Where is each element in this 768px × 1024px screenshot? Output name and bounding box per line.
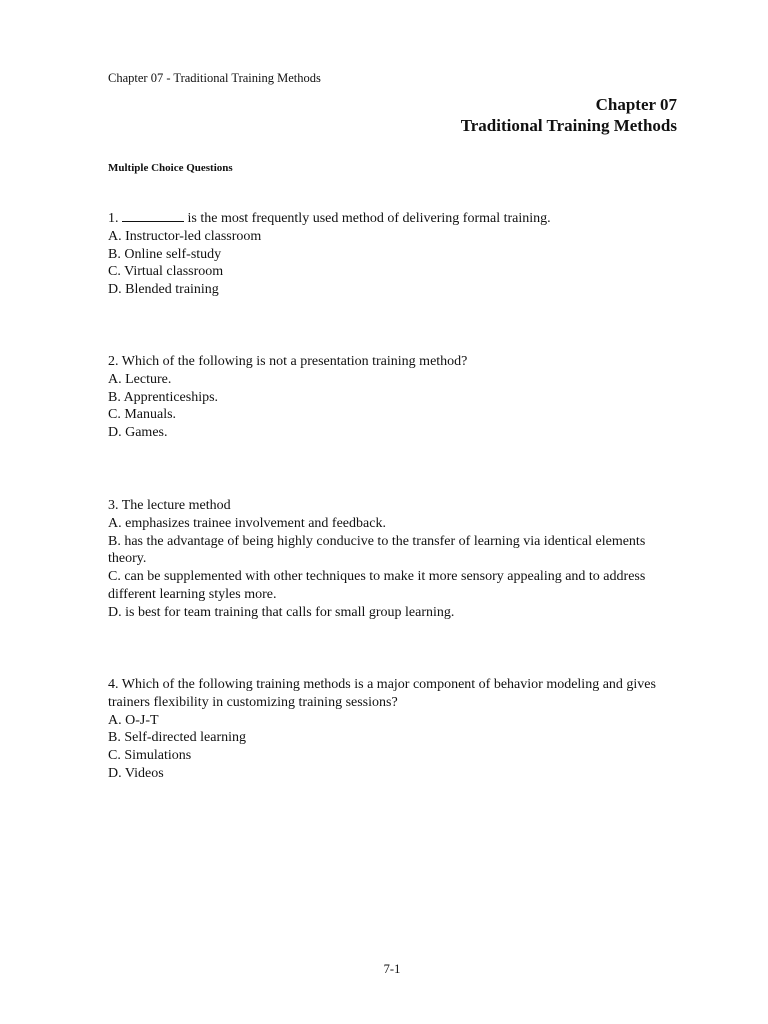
- answer-option: C. can be supplemented with other techniques to make it more sensory appealing and to address different learning styles more.: [108, 569, 646, 602]
- question-3: [108, 497, 678, 622]
- question-stem: 3. The lecture method: [108, 498, 231, 513]
- answer-option: D. Games.: [108, 425, 168, 441]
- running-header: Chapter 07 - Traditional Training Methods: [108, 71, 321, 85]
- question-number: 1.: [108, 211, 119, 226]
- question-stem: 4. Which of the following training methods is a major component of behavior modeling and gives trainers flexibility in customizing training sessions?: [108, 677, 656, 710]
- fill-in-blank: [122, 209, 184, 222]
- question-stem: [108, 209, 678, 228]
- question-stem-text: is the most frequently used method of delivering formal training.: [187, 211, 551, 226]
- answer-option: D. Blended training: [108, 282, 219, 298]
- chapter-heading: [461, 94, 677, 136]
- answer-option: B. has the advantage of being highly conducive to the transfer of learning via identical elements theory.: [108, 533, 646, 567]
- answer-option: A. emphasizes trainee involvement and feedback.: [108, 515, 386, 531]
- answer-option: A. Lecture.: [108, 371, 172, 387]
- answer-option: C. Simulations: [108, 748, 192, 764]
- answer-option: A. O-J-T: [108, 712, 159, 728]
- question-1: [108, 209, 678, 299]
- page-number: 7-1: [383, 962, 401, 976]
- answer-option: C. Manuals.: [108, 407, 177, 423]
- answer-option: B. Apprenticeships.: [108, 389, 219, 405]
- chapter-number: Chapter 07: [595, 95, 677, 114]
- answer-option: B. Self-directed learning: [108, 730, 247, 746]
- question-2: [108, 353, 678, 442]
- chapter-title: Traditional Training Methods: [460, 116, 677, 135]
- question-4: [108, 676, 678, 783]
- answer-option: A. Instructor-led classroom: [108, 228, 262, 244]
- answer-option: B. Online self-study: [108, 246, 222, 262]
- answer-option: D. is best for team training that calls for small group learning.: [108, 604, 455, 620]
- question-stem: 2. Which of the following is not a presentation training method?: [108, 354, 468, 369]
- answer-option: D. Videos: [108, 765, 164, 781]
- answer-option: C. Virtual classroom: [108, 264, 224, 280]
- section-label: Multiple Choice Questions: [108, 162, 233, 174]
